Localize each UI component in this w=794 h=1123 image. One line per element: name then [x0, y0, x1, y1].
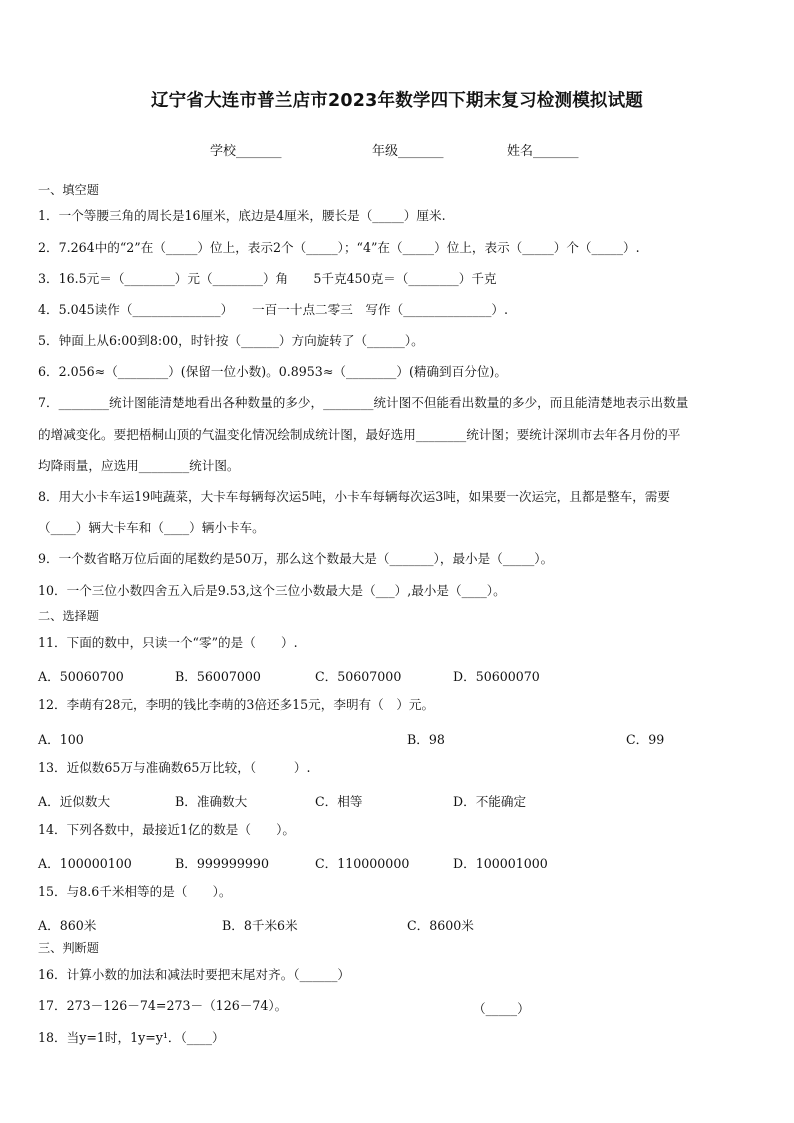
- question-13: 13．近似数65万与准确数65万比较，（ ）.: [38, 760, 311, 775]
- q13-option-a: A．近似数大: [38, 794, 111, 809]
- question-5: 5．钟面上从6:00到8:00，时针按（______）方向旋转了（______）。: [38, 333, 424, 348]
- q12-option-b: B．98: [407, 732, 445, 747]
- question-9: 9．一个数省略万位后面的尾数约是50万，那么这个数最大是（_______），最小是（_____）。: [38, 551, 554, 566]
- question-16: 16．计算小数的加法和减法时要把末尾对齐。（______）: [38, 967, 350, 982]
- question-7-line-1: 7．________统计图能清楚地看出各种数量的多少，________统计图不但能看出数量的多少，而且能清楚地表示出数量: [38, 395, 689, 410]
- question-11: 11．下面的数中，只读一个“零”的是（ ）.: [38, 635, 298, 650]
- question-10: 10．一个三位小数四舍五入后是9.53,这个三位小数最大是（___）,最小是（____）。: [38, 583, 506, 598]
- question-7-line-3: 均降雨量，应选用________统计图。: [38, 458, 240, 473]
- q14-option-d: D．100001000: [453, 856, 548, 871]
- question-8-line-2: （____）辆大卡车和（____）辆小卡车。: [38, 520, 265, 535]
- q11-option-a: A．50060700: [38, 669, 124, 684]
- question-15: 15．与8.6千米相等的是（ ）。: [38, 884, 232, 899]
- section-fill-blank: 一、填空题: [38, 183, 99, 197]
- q13-option-b: B．准确数大: [175, 794, 248, 809]
- question-12: 12．李萌有28元，李明的钱比李萌的3倍还多15元，李明有（ ）元。: [38, 697, 435, 712]
- q12-option-a: A．100: [38, 732, 84, 747]
- q12-option-c: C．99: [626, 732, 665, 747]
- question-2: 2．7.264中的“2”在（_____）位上，表示2个（_____）；“4”在（_____）位上，表示（_____）个（_____）.: [38, 240, 640, 255]
- q14-option-b: B．999999990: [175, 856, 269, 871]
- q15-option-c: C．8600米: [407, 918, 474, 933]
- q14-option-c: C．110000000: [315, 856, 410, 871]
- section-judge: 三、判断题: [38, 941, 99, 955]
- school-field: 学校_______: [210, 144, 282, 159]
- question-7-line-2: 的增减变化。要把梧桐山顶的气温变化情况绘制成统计图，最好选用________统计图；要统计深圳市去年各月份的平: [38, 427, 681, 442]
- q13-option-c: C．相等: [315, 794, 363, 809]
- question-17-blank: （_____）: [473, 1001, 530, 1016]
- question-4: 4．5.045读作（______________） 一百一十点二零三 写作（______________）.: [38, 302, 508, 317]
- question-14: 14．下列各数中，最接近1亿的数是（ ）。: [38, 822, 296, 837]
- question-17: 17．273－126－74=273－（126－74）。: [38, 998, 288, 1013]
- section-choice: 二、选择题: [38, 609, 99, 623]
- question-18: 18．当y=1时，1y=y¹．（____）: [38, 1030, 225, 1045]
- grade-field: 年级_______: [372, 144, 444, 159]
- name-field: 姓名_______: [507, 144, 579, 159]
- q15-option-a: A．860米: [38, 918, 97, 933]
- q15-option-b: B．8千米6米: [222, 918, 298, 933]
- question-8-line-1: 8．用大小卡车运19吨蔬菜，大卡车每辆每次运5吨，小卡车每辆每次运3吨，如果要一次运完，且都是整车，需要: [38, 489, 670, 504]
- question-3: 3．16.5元＝（________）元（________）角 5千克450克＝（________）千克: [38, 271, 497, 286]
- q13-option-d: D．不能确定: [453, 794, 527, 809]
- question-6: 6．2.056≈（________）(保留一位小数)。0.8953≈（________）(精确到百分位)。: [38, 364, 507, 379]
- q14-option-a: A．100000100: [38, 856, 132, 871]
- question-1: 1．一个等腰三角的周长是16厘米，底边是4厘米，腰长是（_____）厘米.: [38, 208, 446, 223]
- q11-option-d: D．50600070: [453, 669, 540, 684]
- q11-option-b: B．56007000: [175, 669, 261, 684]
- page-title: 辽宁省大连市普兰店市2023年数学四下期末复习检测模拟试题: [150, 91, 643, 111]
- q11-option-c: C．50607000: [315, 669, 402, 684]
